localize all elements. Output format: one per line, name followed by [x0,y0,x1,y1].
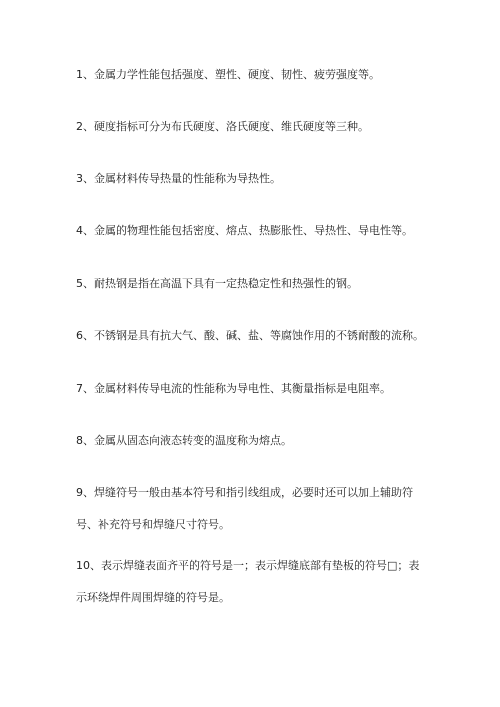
list-item: 10、表示焊缝表面齐平的符号是一；表示焊缝底部有垫板的符号□；表示环绕焊件周围焊缝的符号是。 [76,559,420,604]
list-item: 5、耐热钢是指在高温下具有一定热稳定性和热强性的钢。 [76,277,358,290]
list-item: 7、金属材料传导电流的性能称为导电性、其衡量指标是电阻率。 [76,382,391,395]
list-item: 9、焊缝符号一般由基本符号和指引线组成，必要时还可以加上辅助符号、补充符号和焊缝尺寸符号。 [76,486,413,531]
list-item: 2、硬度指标可分为布氏硬度、洛氏硬度、维氏硬度等三种。 [76,120,369,133]
list-item: 3、金属材料传导热量的性能称为导热性。 [76,172,281,185]
list-item: 6、不锈钢是具有抗大气、酸、碱、盐、等腐蚀作用的不锈耐酸的流称。 [76,329,424,342]
list-item: 8、金属从固态向液态转变的温度称为熔点。 [76,434,292,447]
list-item: 4、金属的物理性能包括密度、熔点、热膨胀性、导热性、导电性等。 [76,224,413,237]
list-item: 1、金属力学性能包括强度、塑性、硬度、韧性、疲劳强度等。 [76,68,380,81]
